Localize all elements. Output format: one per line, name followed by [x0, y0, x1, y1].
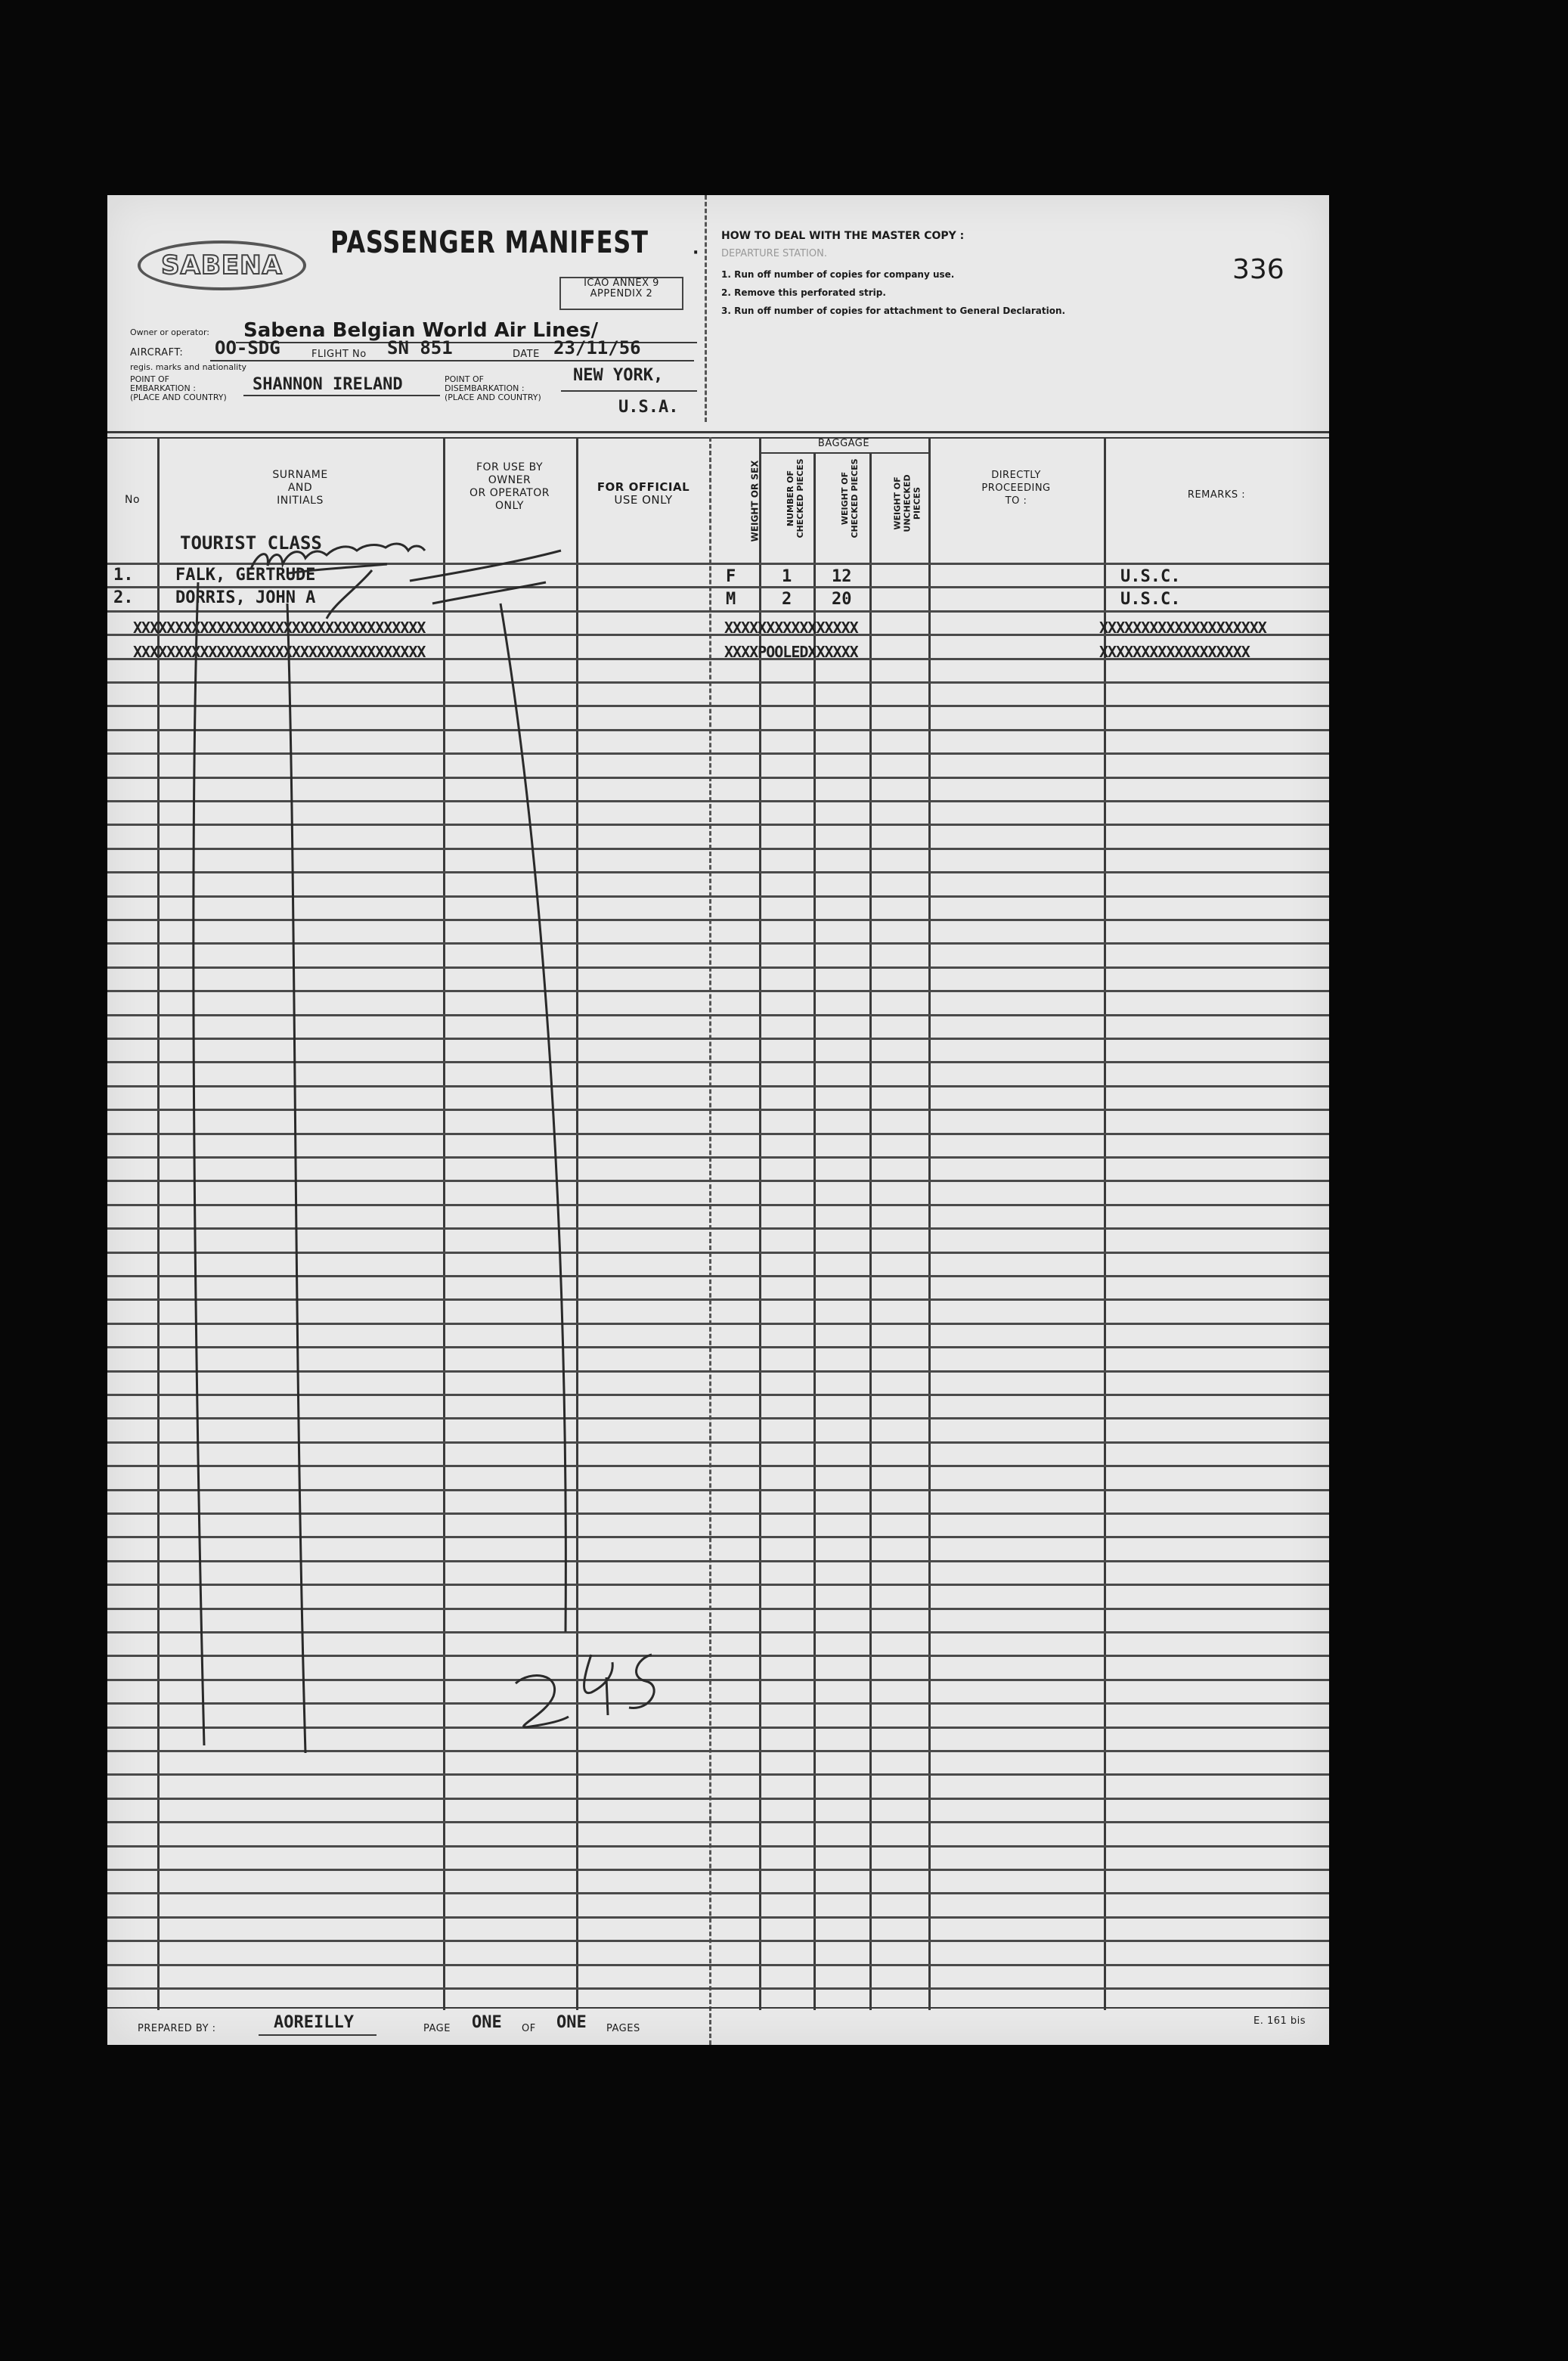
- col-weight-unchecked: WEIGHT OF UNCHECKED PIECES: [892, 474, 922, 532]
- flight-value: SN 851: [387, 337, 453, 358]
- disembark-value-2: U.S.A.: [618, 398, 679, 417]
- regis-note: regis. marks and nationality: [130, 362, 247, 372]
- handwritten-note-245: [516, 1655, 654, 1727]
- page-number: 336: [1232, 254, 1284, 285]
- struck-row-2-name: XXXXXXXXXXXXXXXXXXXXXXXXXXXXXXXXXXX: [133, 643, 426, 661]
- of-label: OF: [522, 2023, 536, 2034]
- icao-line-1: ICAO ANNEX 9: [584, 278, 659, 289]
- col-surname: SURNAME AND INITIALS: [272, 469, 328, 507]
- icao-line-2: APPENDIX 2: [590, 288, 653, 299]
- col-remarks: REMARKS :: [1187, 489, 1246, 501]
- p1-sex: F: [726, 567, 736, 586]
- p2-name: DORRIS, JOHN A: [175, 588, 316, 607]
- embark-label-1: POINT OF: [130, 374, 169, 384]
- p1-name: FALK, GERTRUDE: [175, 566, 316, 585]
- page-title: PASSENGER MANIFEST: [330, 225, 649, 260]
- handwritten-check-marks: [194, 551, 566, 1753]
- col-owner-use: FOR USE BY OWNER OR OPERATOR ONLY: [469, 461, 550, 512]
- embark-label-3: (PLACE AND COUNTRY): [130, 392, 227, 402]
- struck-row-1-remarks: XXXXXXXXXXXXXXXXXXXX: [1099, 619, 1266, 637]
- howto-step-3: 3. Run off number of copies for attachment to General Declaration.: [721, 306, 1066, 316]
- p1-no: 1.: [113, 566, 134, 585]
- howto-title: HOW TO DEAL WITH THE MASTER COPY :: [721, 230, 965, 242]
- col-num-checked: NUMBER OF CHECKED PIECES: [786, 458, 805, 538]
- p1-remarks: U.S.C.: [1120, 567, 1181, 586]
- disembark-label-3: (PLACE AND COUNTRY): [445, 392, 541, 402]
- p2-weight: 20: [832, 590, 852, 609]
- disembark-label-1: POINT OF: [445, 374, 484, 384]
- p1-weight: 12: [832, 567, 852, 586]
- divider-dot: ·: [693, 244, 699, 262]
- flight-label: FLIGHT No: [311, 349, 367, 360]
- col-weight-checked: WEIGHT OF CHECKED PIECES: [840, 458, 860, 538]
- aircraft-label: AIRCRAFT:: [130, 347, 184, 358]
- struck-row-2-bag: XXXXPOOLEDXXXXXX: [724, 643, 858, 661]
- prepared-label: PREPARED BY :: [138, 2023, 216, 2034]
- struck-row-1-bag: XXXXXXXXXXXXXXXX: [724, 619, 858, 637]
- page-label: PAGE: [423, 2023, 451, 2034]
- col-weight-sex: WEIGHT OR SEX: [749, 460, 761, 542]
- page-value: ONE: [472, 2013, 502, 2032]
- embark-label-2: EMBARKATION :: [130, 383, 196, 393]
- col-baggage: BAGGAGE: [817, 438, 870, 449]
- disembark-label-2: DISEMBARKATION :: [445, 383, 525, 393]
- owner-value: Sabena Belgian World Air Lines/: [243, 319, 599, 342]
- p2-sex: M: [726, 590, 736, 609]
- aircraft-value: OO-SDG: [215, 337, 280, 358]
- col-no: No: [124, 494, 141, 506]
- howto-station: DEPARTURE STATION.: [721, 248, 827, 259]
- form-code: E. 161 bis: [1253, 2015, 1306, 2027]
- p2-pieces: 2: [782, 590, 792, 609]
- date-label: DATE: [513, 349, 540, 360]
- struck-row-2-remarks: XXXXXXXXXXXXXXXXXX: [1099, 643, 1250, 661]
- owner-label: Owner or operator:: [130, 327, 209, 337]
- of-value: ONE: [556, 2013, 587, 2032]
- sabena-logo: SABENA: [138, 240, 306, 290]
- struck-row-1-name: XXXXXXXXXXXXXXXXXXXXXXXXXXXXXXXXXXX: [133, 619, 426, 637]
- col-directly: DIRECTLY PROCEEDING TO :: [981, 470, 1051, 507]
- howto-step-1: 1. Run off number of copies for company use.: [721, 269, 955, 280]
- pages-label: PAGES: [606, 2023, 640, 2034]
- p2-no: 2.: [113, 588, 134, 607]
- p2-remarks: U.S.C.: [1120, 590, 1181, 609]
- embark-value: SHANNON IRELAND: [253, 375, 403, 394]
- manifest-sheet: [107, 195, 1329, 2045]
- howto-step-2: 2. Remove this perforated strip.: [721, 287, 886, 298]
- handwritten-signature: [251, 544, 425, 573]
- prepared-value: AOREILLY: [274, 2013, 354, 2032]
- handwriting-layer: [107, 195, 1329, 2045]
- date-value: 23/11/56: [553, 337, 641, 358]
- col-official-use: FOR OFFICIAL USE ONLY: [597, 480, 690, 507]
- disembark-value-1: NEW YORK,: [573, 366, 664, 385]
- section-label: TOURIST CLASS: [180, 532, 322, 554]
- p1-pieces: 1: [782, 567, 792, 586]
